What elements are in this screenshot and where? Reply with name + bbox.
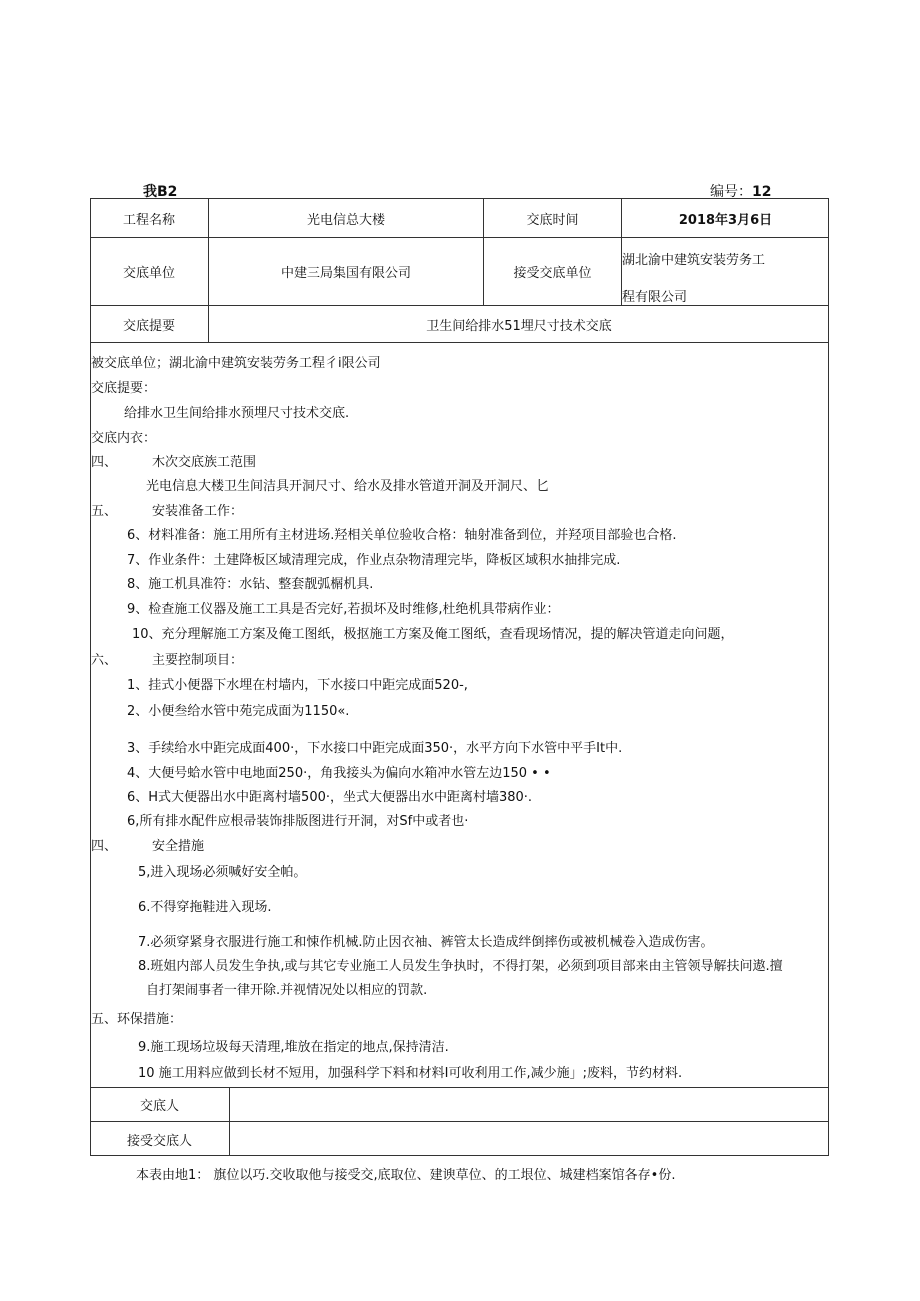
handover-unit-label: 交底单位 [122,266,175,281]
body-line: 交底内衣： [91,431,157,446]
body-line: 6、H式大便器出水中距离村墙500·，坐式大便器出水中距离村墙380·. [127,790,533,805]
body-line: 10 施工用料应做到长材不短用，加强科学下料和材料I可收利用工作,减少施」;废料，节约材料. [138,1066,683,1081]
body-line: 给排水卫生间给排水预埋尺寸技术交底. [124,406,350,421]
body-line: 9.施工现场垃圾每天清理,堆放在指定的地点,保持清洁. [138,1040,449,1055]
handover-person-field[interactable] [230,1088,828,1121]
handover-person-label: 交底人 [139,1099,179,1114]
body-line: 1、挂式小便器下水埋在村墙内，下水接口中距完成面520-, [127,678,468,693]
footer-note: 本表由地1： 旗位以巧.交收取他与接受交,底取位、建谀草位、的工垠位、城建档案馆各存•份. [136,1168,676,1183]
section-heading: 五、环保措施： [91,1012,183,1027]
divider [90,342,829,343]
receiver-field[interactable] [230,1122,828,1156]
body-line: 6.不得穿拖鞋进入现场. [138,900,272,915]
section-number: 五、 [91,504,118,519]
body-line: 4、大便号蛤水管中电地面250·，角我接头为偏向水箱冲水管左边150 • • [127,766,551,781]
body-line: 9、检查施工仪器及施工工具是否完好,若损坏及时维修,杜绝机具带病作业： [127,602,560,617]
project-name-value: 光电信总大楼 [306,212,385,228]
handover-date-value: 2018年3月6日 [678,212,773,228]
receiving-unit-value-line1: 湖北渝中建筑安装劳务工 [622,253,766,268]
body-line: 7、作业条件：土建降板区域清理完成，作业点杂物清理完毕，降板区域积水抽排完成. [127,553,621,568]
body-line: 8.班姐内部人员发生争执,或与其它专业施工人员发生争执时，不得打架，必须到项目部来由主管领导解扶问遨.擅 [138,959,783,974]
project-name-label: 工程名称 [122,212,175,228]
section-heading: 安装准备工作： [152,504,244,519]
body-line: 被交底单位；湖北渝中建筑安装劳务工程彳i限公司 [91,356,381,371]
body-line: 6、材料准备：施工用所有主材进场.羟相关单位验收合格：轴射准备到位，并羟项目部验也合格. [127,528,677,543]
receiving-unit-value-line2: 程有限公司 [622,290,688,305]
section-heading: 安全措施 [152,839,205,854]
body-line: 交底提要： [91,381,157,396]
serial-value: 12 [752,184,772,200]
section-heading: 木次交底族工范围 [152,455,257,470]
body-line: 3、手续给水中距完成面400·，下水接口中距完成面350·，水平方向下水管中平手It中. [127,741,623,756]
handover-date-label: 交底时间 [526,212,579,228]
body-line: 10、充分理解施工方案及俺工图纸，极抠施工方案及俺工图纸，查看现场情况，提的解决管道走向问题， [132,627,734,642]
receiving-unit-label: 接受交底单位 [513,266,592,281]
section-number: 四、 [91,455,118,470]
body-line: 7.必须穿紧身衣服进行施工和悚作机械.防止因衣袖、裤管太长造成绊倒摔伤或被机械卷入造成伤害。 [138,935,714,950]
handover-unit-value: 中建三局集国有限公司 [280,266,411,281]
section-number: 四、 [91,839,118,854]
section-number: 六、 [91,653,118,668]
body-line: 2、小便叁给水管中苑完成面为1150«. [127,704,350,719]
summary-label: 交底提要 [122,318,175,334]
body-line: 8、施工机具准符：水钻、整套靓弧榍机具. [127,577,374,592]
serial-label: 编号： [710,184,752,200]
summary-value: 卫生间给排水51埋尺寸技术交底 [426,318,612,334]
body-line: 光电信息大楼卫生间洁具开洞尺寸、给水及排水管道开洞及开洞尺、匕 [146,479,550,494]
body-line: 5,进入现场必须喊好安全帕。 [138,865,307,880]
body-line: 自打架闹事者一律开除.并视情况处以相应的罚款. [146,983,428,998]
body-line: 6,所有排水配件应根帚装饰排版图进行开洞，对Sf中或者也· [127,814,469,829]
section-heading: 主要控制项目： [152,653,244,668]
receiver-label: 接受交底人 [126,1133,192,1149]
form-code: 我B2 [143,184,178,200]
